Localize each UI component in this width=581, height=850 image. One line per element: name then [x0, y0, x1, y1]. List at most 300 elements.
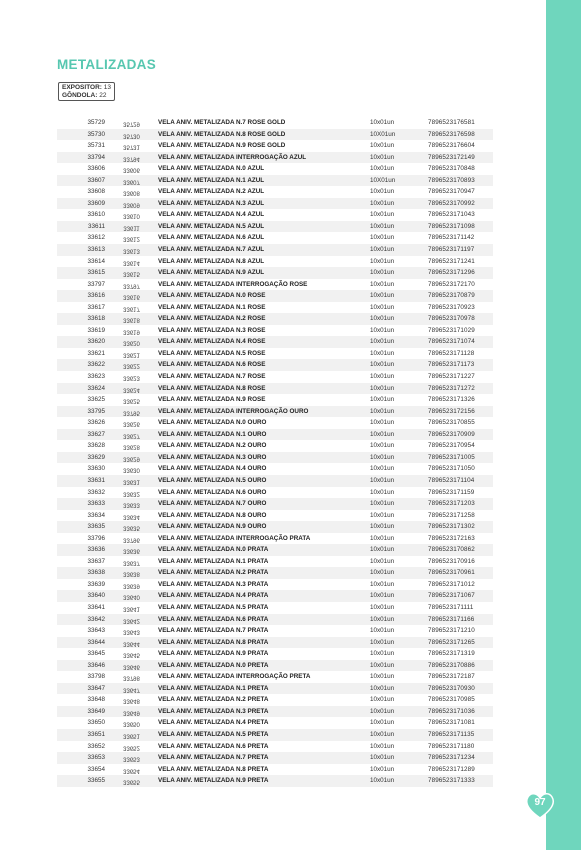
product-description: VELA ANIV. METALIZADA N.9 ROSE GOLD [158, 142, 286, 150]
table-row [57, 706, 493, 718]
package-quantity: 10x01un [370, 488, 395, 496]
mirrored-code [105, 129, 158, 141]
mirrored-code [105, 533, 158, 545]
package-quantity: 10x01un [370, 396, 395, 404]
table-row [57, 394, 493, 406]
mirrored-code-text: 33646 [123, 663, 140, 670]
ean-barcode-number: 7896523171029 [428, 326, 475, 334]
package-quantity: 10x01un [370, 777, 395, 785]
product-description: VELA ANIV. METALIZADA N.0 PRETA [158, 661, 269, 669]
product-description: VELA ANIV. METALIZADA N.2 PRETA [158, 696, 269, 704]
expositor-label: EXPOSITOR: [62, 84, 102, 91]
table-row [57, 175, 493, 187]
ean-barcode-number: 7896523171333 [428, 777, 475, 785]
product-description: VELA ANIV. METALIZADA N.5 OURO [158, 476, 267, 484]
product-description: VELA ANIV. METALIZADA N.3 OURO [158, 453, 267, 461]
mirrored-code-text: 35729 [123, 120, 140, 127]
table-row [57, 671, 493, 683]
mirrored-code-text: 33614 [123, 259, 140, 266]
product-description: VELA ANIV. METALIZADA N.0 OURO [158, 419, 267, 427]
table-row [57, 302, 493, 314]
product-description: VELA ANIV. METALIZADA N.0 PRATA [158, 546, 269, 554]
table-row [57, 313, 493, 325]
package-quantity: 10x01un [370, 303, 395, 311]
table-row [57, 440, 493, 452]
product-code: 33633 [87, 500, 105, 508]
package-quantity: 10x01un [370, 592, 395, 600]
ean-barcode-number: 7896523171234 [428, 754, 475, 762]
ean-barcode-number: 7896523170916 [428, 557, 475, 565]
mirrored-code [105, 498, 158, 510]
product-code: 33655 [87, 777, 105, 785]
mirrored-code-text: 35731 [123, 143, 140, 150]
mirrored-code [105, 221, 158, 233]
table-row [57, 186, 493, 198]
table-row [57, 579, 493, 591]
product-code: 33647 [87, 684, 105, 692]
mirrored-code-text: 33651 [123, 732, 140, 739]
mirrored-code [105, 694, 158, 706]
product-code: 33641 [87, 603, 105, 611]
mirrored-code [105, 383, 158, 395]
product-code: 35731 [87, 142, 105, 150]
ean-barcode-number: 7896523170992 [428, 199, 475, 207]
product-code: 33648 [87, 696, 105, 704]
package-quantity: 10x01un [370, 754, 395, 762]
product-description: VELA ANIV. METALIZADA INTERROGAÇÃO ROSE [158, 280, 308, 288]
product-code: 33635 [87, 523, 105, 531]
mirrored-code [105, 741, 158, 753]
mirrored-code [105, 602, 158, 614]
product-description: VELA ANIV. METALIZADA N.8 ROSE GOLD [158, 130, 286, 138]
product-description: VELA ANIV. METALIZADA N.8 PRATA [158, 638, 269, 646]
package-quantity: 10x01un [370, 222, 395, 230]
table-row [57, 452, 493, 464]
table-row [57, 152, 493, 164]
product-description: VELA ANIV. METALIZADA N.9 PRETA [158, 777, 269, 785]
product-code: 33625 [87, 396, 105, 404]
mirrored-code-text: 33639 [123, 582, 140, 589]
mirrored-code [105, 302, 158, 314]
table-row [57, 406, 493, 418]
mirrored-code [105, 648, 158, 660]
mirrored-code [105, 371, 158, 383]
table-row [57, 117, 493, 129]
table-row [57, 637, 493, 649]
mirrored-code-text: 33650 [123, 720, 140, 727]
table-row [57, 279, 493, 291]
product-description: VELA ANIV. METALIZADA N.9 AZUL [158, 269, 265, 277]
mirrored-code-text: 33615 [123, 270, 140, 277]
product-code: 33614 [87, 257, 105, 265]
mirrored-code [105, 232, 158, 244]
product-description: VELA ANIV. METALIZADA N.9 OURO [158, 523, 267, 531]
product-description: VELA ANIV. METALIZADA N.4 PRATA [158, 592, 269, 600]
ean-barcode-number: 7896523171081 [428, 719, 475, 727]
ean-barcode-number: 7896523171111 [428, 603, 474, 611]
product-description: VELA ANIV. METALIZADA N.8 ROSE [158, 384, 266, 392]
expositor-value: 13 [103, 84, 112, 91]
mirrored-code-text: 33653 [123, 755, 140, 762]
mirrored-code-text: 33609 [123, 201, 140, 208]
product-description: VELA ANIV. METALIZADA N.4 ROSE [158, 338, 266, 346]
mirrored-code-text: 33797 [123, 282, 140, 289]
product-description: VELA ANIV. METALIZADA N.4 AZUL [158, 211, 265, 219]
table-row [57, 533, 493, 545]
product-description: VELA ANIV. METALIZADA N.5 ROSE [158, 349, 266, 357]
table-row [57, 625, 493, 637]
ean-barcode-number: 7896523171265 [428, 638, 475, 646]
mirrored-code [105, 764, 158, 776]
mirrored-code-text: 33632 [123, 490, 140, 497]
mirrored-code-text: 33641 [123, 605, 140, 612]
product-code: 33638 [87, 569, 105, 577]
mirrored-code [105, 660, 158, 672]
table-row [57, 602, 493, 614]
package-quantity: 10x01un [370, 638, 395, 646]
product-code: 33637 [87, 557, 105, 565]
mirrored-code [105, 475, 158, 487]
mirrored-code [105, 579, 158, 591]
product-code: 33631 [87, 476, 105, 484]
ean-barcode-number: 7896523171180 [428, 742, 475, 750]
package-quantity: 10x01un [370, 523, 395, 531]
product-code: 33797 [87, 280, 105, 288]
package-quantity: 10x01un [370, 534, 395, 542]
mirrored-code [105, 567, 158, 579]
mirrored-code-text: 33634 [123, 513, 140, 520]
table-row [57, 614, 493, 626]
ean-barcode-number: 7896523172187 [428, 673, 475, 681]
table-row [57, 325, 493, 337]
product-code: 33640 [87, 592, 105, 600]
product-code: 33618 [87, 315, 105, 323]
product-code: 33626 [87, 419, 105, 427]
package-quantity: 10x01un [370, 269, 395, 277]
mirrored-code-text: 33606 [123, 166, 140, 173]
product-description: VELA ANIV. METALIZADA N.8 PRETA [158, 765, 269, 773]
table-row [57, 487, 493, 499]
product-description: VELA ANIV. METALIZADA N.6 AZUL [158, 234, 265, 242]
gondola-value: 22 [99, 91, 107, 99]
product-code: 33649 [87, 707, 105, 715]
mirrored-code-text: 33798 [123, 674, 140, 681]
mirrored-code [105, 463, 158, 475]
table-row [57, 267, 493, 279]
ean-barcode-number: 7896523171197 [428, 246, 475, 254]
ean-barcode-number: 7896523171012 [428, 580, 475, 588]
package-quantity: 10x01un [370, 246, 395, 254]
ean-barcode-number: 7896523172149 [428, 153, 475, 161]
ean-barcode-number: 7896523170886 [428, 661, 475, 669]
table-row [57, 417, 493, 429]
ean-barcode-number: 7896523170930 [428, 684, 475, 692]
mirrored-code [105, 544, 158, 556]
package-quantity: 10x01un [370, 407, 395, 415]
mirrored-code-text: 33638 [123, 570, 140, 577]
package-quantity: 10x01un [370, 165, 395, 173]
ean-barcode-number: 7896523172170 [428, 280, 475, 288]
table-row [57, 498, 493, 510]
mirrored-code-text: 33628 [123, 443, 140, 450]
ean-barcode-number: 7896523170848 [428, 165, 475, 173]
product-description: VELA ANIV. METALIZADA N.1 OURO [158, 430, 267, 438]
mirrored-code [105, 637, 158, 649]
product-description: VELA ANIV. METALIZADA N.6 PRATA [158, 615, 269, 623]
product-description: VELA ANIV. METALIZADA N.2 AZUL [158, 188, 265, 196]
product-description: VELA ANIV. METALIZADA N.6 ROSE [158, 361, 266, 369]
mirrored-code-text: 33629 [123, 455, 140, 462]
package-quantity: 10x01un [370, 719, 395, 727]
product-description: VELA ANIV. METALIZADA N.7 OURO [158, 500, 267, 508]
mirrored-code-text: 33611 [123, 224, 140, 231]
mirrored-code-text: 33652 [123, 744, 140, 751]
mirrored-code [105, 140, 158, 152]
product-code: 33639 [87, 580, 105, 588]
product-description: VELA ANIV. METALIZADA N.3 AZUL [158, 199, 265, 207]
product-description: VELA ANIV. METALIZADA N.3 ROSE [158, 326, 266, 334]
package-quantity: 10x01un [370, 142, 395, 150]
product-description: VELA ANIV. METALIZADA N.7 ROSE GOLD [158, 119, 286, 126]
mirrored-code [105, 429, 158, 441]
ean-barcode-number: 7896523171302 [428, 523, 475, 531]
table-row [57, 256, 493, 268]
mirrored-code-text: 33610 [123, 212, 140, 219]
mirrored-code-text: 33637 [123, 559, 140, 566]
table-row [57, 729, 493, 741]
mirrored-code [105, 336, 158, 348]
package-quantity: 10x01un [370, 153, 395, 161]
table-row [57, 463, 493, 475]
product-code: 33796 [87, 534, 105, 542]
ean-barcode-number: 7896523171159 [428, 488, 475, 496]
mirrored-code-text: 33655 [123, 778, 140, 785]
page-number: 97 [534, 797, 546, 808]
mirrored-code-text: 33794 [123, 155, 140, 162]
package-quantity: 10x01un [370, 707, 395, 715]
table-row [57, 348, 493, 360]
product-description: VELA ANIV. METALIZADA N.0 ROSE [158, 292, 266, 300]
product-code: 33795 [87, 407, 105, 415]
table-row [57, 129, 493, 141]
mirrored-code [105, 163, 158, 175]
package-quantity: 10x01un [370, 188, 395, 196]
mirrored-code [105, 510, 158, 522]
product-description: VELA ANIV. METALIZADA N.5 PRETA [158, 730, 269, 738]
product-description: VELA ANIV. METALIZADA N.1 PRETA [158, 684, 269, 692]
product-description: VELA ANIV. METALIZADA N.6 PRETA [158, 742, 269, 750]
product-code: 33610 [87, 211, 105, 219]
ean-barcode-number: 7896523171296 [428, 269, 475, 277]
package-quantity: 10x01un [370, 580, 395, 588]
package-quantity: 10x01un [370, 661, 395, 669]
product-description: VELA ANIV. METALIZADA N.3 PRATA [158, 580, 269, 588]
ean-barcode-number: 7896523176598 [428, 130, 475, 138]
package-quantity: 10x01un [370, 742, 395, 750]
section-title: METALIZADAS [57, 57, 157, 72]
product-code: 33616 [87, 292, 105, 300]
table-row [57, 648, 493, 660]
product-description: VELA ANIV. METALIZADA N.2 PRATA [158, 569, 269, 577]
table-row [57, 694, 493, 706]
ean-barcode-number: 7896523171067 [428, 592, 475, 600]
table-row [57, 163, 493, 175]
package-quantity: 10x01un [370, 211, 395, 219]
product-table [57, 117, 493, 787]
product-code: 33617 [87, 303, 105, 311]
package-quantity: 10x01un [370, 673, 395, 681]
mirrored-code-text: 33654 [123, 767, 140, 774]
product-code: 33619 [87, 326, 105, 334]
mirrored-code-text: 33608 [123, 189, 140, 196]
expositor-line [62, 84, 111, 92]
mirrored-code [105, 452, 158, 464]
package-quantity: 10x01un [370, 765, 395, 773]
package-quantity: 10x01un [370, 257, 395, 265]
mirrored-code [105, 394, 158, 406]
ean-barcode-number: 7896523171241 [428, 257, 475, 265]
mirrored-code [105, 706, 158, 718]
table-row [57, 510, 493, 522]
table-row [57, 764, 493, 776]
ean-barcode-number: 7896523170855 [428, 419, 475, 427]
product-description: VELA ANIV. METALIZADA N.7 ROSE [158, 373, 266, 381]
ean-barcode-number: 7896523171005 [428, 453, 475, 461]
mirrored-code-text: 33626 [123, 420, 140, 427]
product-code: 33632 [87, 488, 105, 496]
table-row [57, 544, 493, 556]
package-quantity: 10x01un [370, 569, 395, 577]
mirrored-code [105, 671, 158, 683]
product-code: 33611 [87, 222, 105, 230]
package-quantity: 10x01un [370, 430, 395, 438]
table-row [57, 683, 493, 695]
product-code: 33627 [87, 430, 105, 438]
table-row [57, 140, 493, 152]
mirrored-code [105, 348, 158, 360]
package-quantity: 10x01un [370, 453, 395, 461]
product-code: 33624 [87, 384, 105, 392]
mirrored-code [105, 683, 158, 695]
table-row [57, 752, 493, 764]
ean-barcode-number: 7896523171036 [428, 707, 475, 715]
ean-barcode-number: 7896523170961 [428, 569, 475, 577]
ean-barcode-number: 7896523171319 [428, 650, 475, 658]
package-quantity: 10x01un [370, 500, 395, 508]
product-code: 33634 [87, 511, 105, 519]
mirrored-code-text: 33622 [123, 363, 140, 370]
table-row [57, 567, 493, 579]
ean-barcode-number: 7896523176581 [428, 119, 475, 126]
package-quantity: 10x01un [370, 315, 395, 323]
product-description: VELA ANIV. METALIZADA N.6 OURO [158, 488, 267, 496]
product-code: 33652 [87, 742, 105, 750]
ean-barcode-number: 7896523170978 [428, 315, 475, 323]
mirrored-code [105, 625, 158, 637]
table-row [57, 221, 493, 233]
table-row [57, 556, 493, 568]
mirrored-code-text: 33647 [123, 686, 140, 693]
ean-barcode-number: 7896523171050 [428, 465, 475, 473]
mirrored-code [105, 614, 158, 626]
mirrored-code-text: 33617 [123, 305, 140, 312]
ean-barcode-number: 7896523171203 [428, 500, 475, 508]
product-code: 33609 [87, 199, 105, 207]
product-description: VELA ANIV. METALIZADA INTERROGAÇÃO OURO [158, 407, 309, 415]
ean-barcode-number: 7896523170954 [428, 442, 475, 450]
mirrored-code-text: 35730 [123, 132, 140, 139]
product-description: VELA ANIV. METALIZADA INTERROGAÇÃO AZUL [158, 153, 307, 161]
ean-barcode-number: 7896523170893 [428, 176, 475, 184]
mirrored-code [105, 521, 158, 533]
mirrored-code-text: 33633 [123, 501, 140, 508]
mirrored-code-text: 33644 [123, 640, 140, 647]
product-description: VELA ANIV. METALIZADA N.7 AZUL [158, 246, 265, 254]
table-row [57, 590, 493, 602]
package-quantity: 10x01un [370, 199, 395, 207]
product-code: 33628 [87, 442, 105, 450]
product-code: 35729 [87, 119, 105, 126]
mirrored-code [105, 752, 158, 764]
mirrored-code-text: 33620 [123, 339, 140, 346]
package-quantity: 10x01un [370, 546, 395, 554]
table-row [57, 475, 493, 487]
mirrored-code-text: 33619 [123, 328, 140, 335]
package-quantity: 10x01un [370, 442, 395, 450]
package-quantity: 10x01un [370, 476, 395, 484]
product-code: 33622 [87, 361, 105, 369]
product-description: VELA ANIV. METALIZADA N.0 AZUL [158, 165, 265, 173]
table-row [57, 371, 493, 383]
mirrored-code-text: 33627 [123, 432, 140, 439]
product-code: 33629 [87, 453, 105, 461]
table-row [57, 383, 493, 395]
product-description: VELA ANIV. METALIZADA N.7 PRETA [158, 754, 269, 762]
product-code: 33798 [87, 673, 105, 681]
table-row [57, 209, 493, 221]
display-location-badge [58, 82, 115, 101]
mirrored-code-text: 33618 [123, 316, 140, 323]
mirrored-code [105, 152, 158, 164]
mirrored-code-text: 33649 [123, 709, 140, 716]
mirrored-code-text: 33607 [123, 178, 140, 185]
product-description: VELA ANIV. METALIZADA N.9 PRATA [158, 650, 269, 658]
product-description: VELA ANIV. METALIZADA N.1 AZUL [158, 176, 265, 184]
package-quantity: 10X01un [370, 130, 396, 138]
mirrored-code [105, 198, 158, 210]
product-code: 33615 [87, 269, 105, 277]
package-quantity: 10x01un [370, 292, 395, 300]
package-quantity: 10x01un [370, 234, 395, 242]
product-code: 33630 [87, 465, 105, 473]
mirrored-code-text: 33645 [123, 651, 140, 658]
ean-barcode-number: 7896523172156 [428, 407, 475, 415]
ean-barcode-number: 7896523171098 [428, 222, 475, 230]
mirrored-code [105, 729, 158, 741]
product-code: 33650 [87, 719, 105, 727]
product-description: VELA ANIV. METALIZADA N.7 PRATA [158, 627, 269, 635]
product-code: 33653 [87, 754, 105, 762]
product-code: 33613 [87, 246, 105, 254]
mirrored-code [105, 117, 158, 129]
package-quantity: 10x01un [370, 684, 395, 692]
mirrored-code-text: 33623 [123, 374, 140, 381]
ean-barcode-number: 7896523171142 [428, 234, 475, 242]
ean-barcode-number: 7896523171173 [428, 361, 475, 369]
mirrored-code-text: 33616 [123, 293, 140, 300]
gondola-line [62, 92, 111, 100]
ean-barcode-number: 7896523171210 [428, 627, 475, 635]
